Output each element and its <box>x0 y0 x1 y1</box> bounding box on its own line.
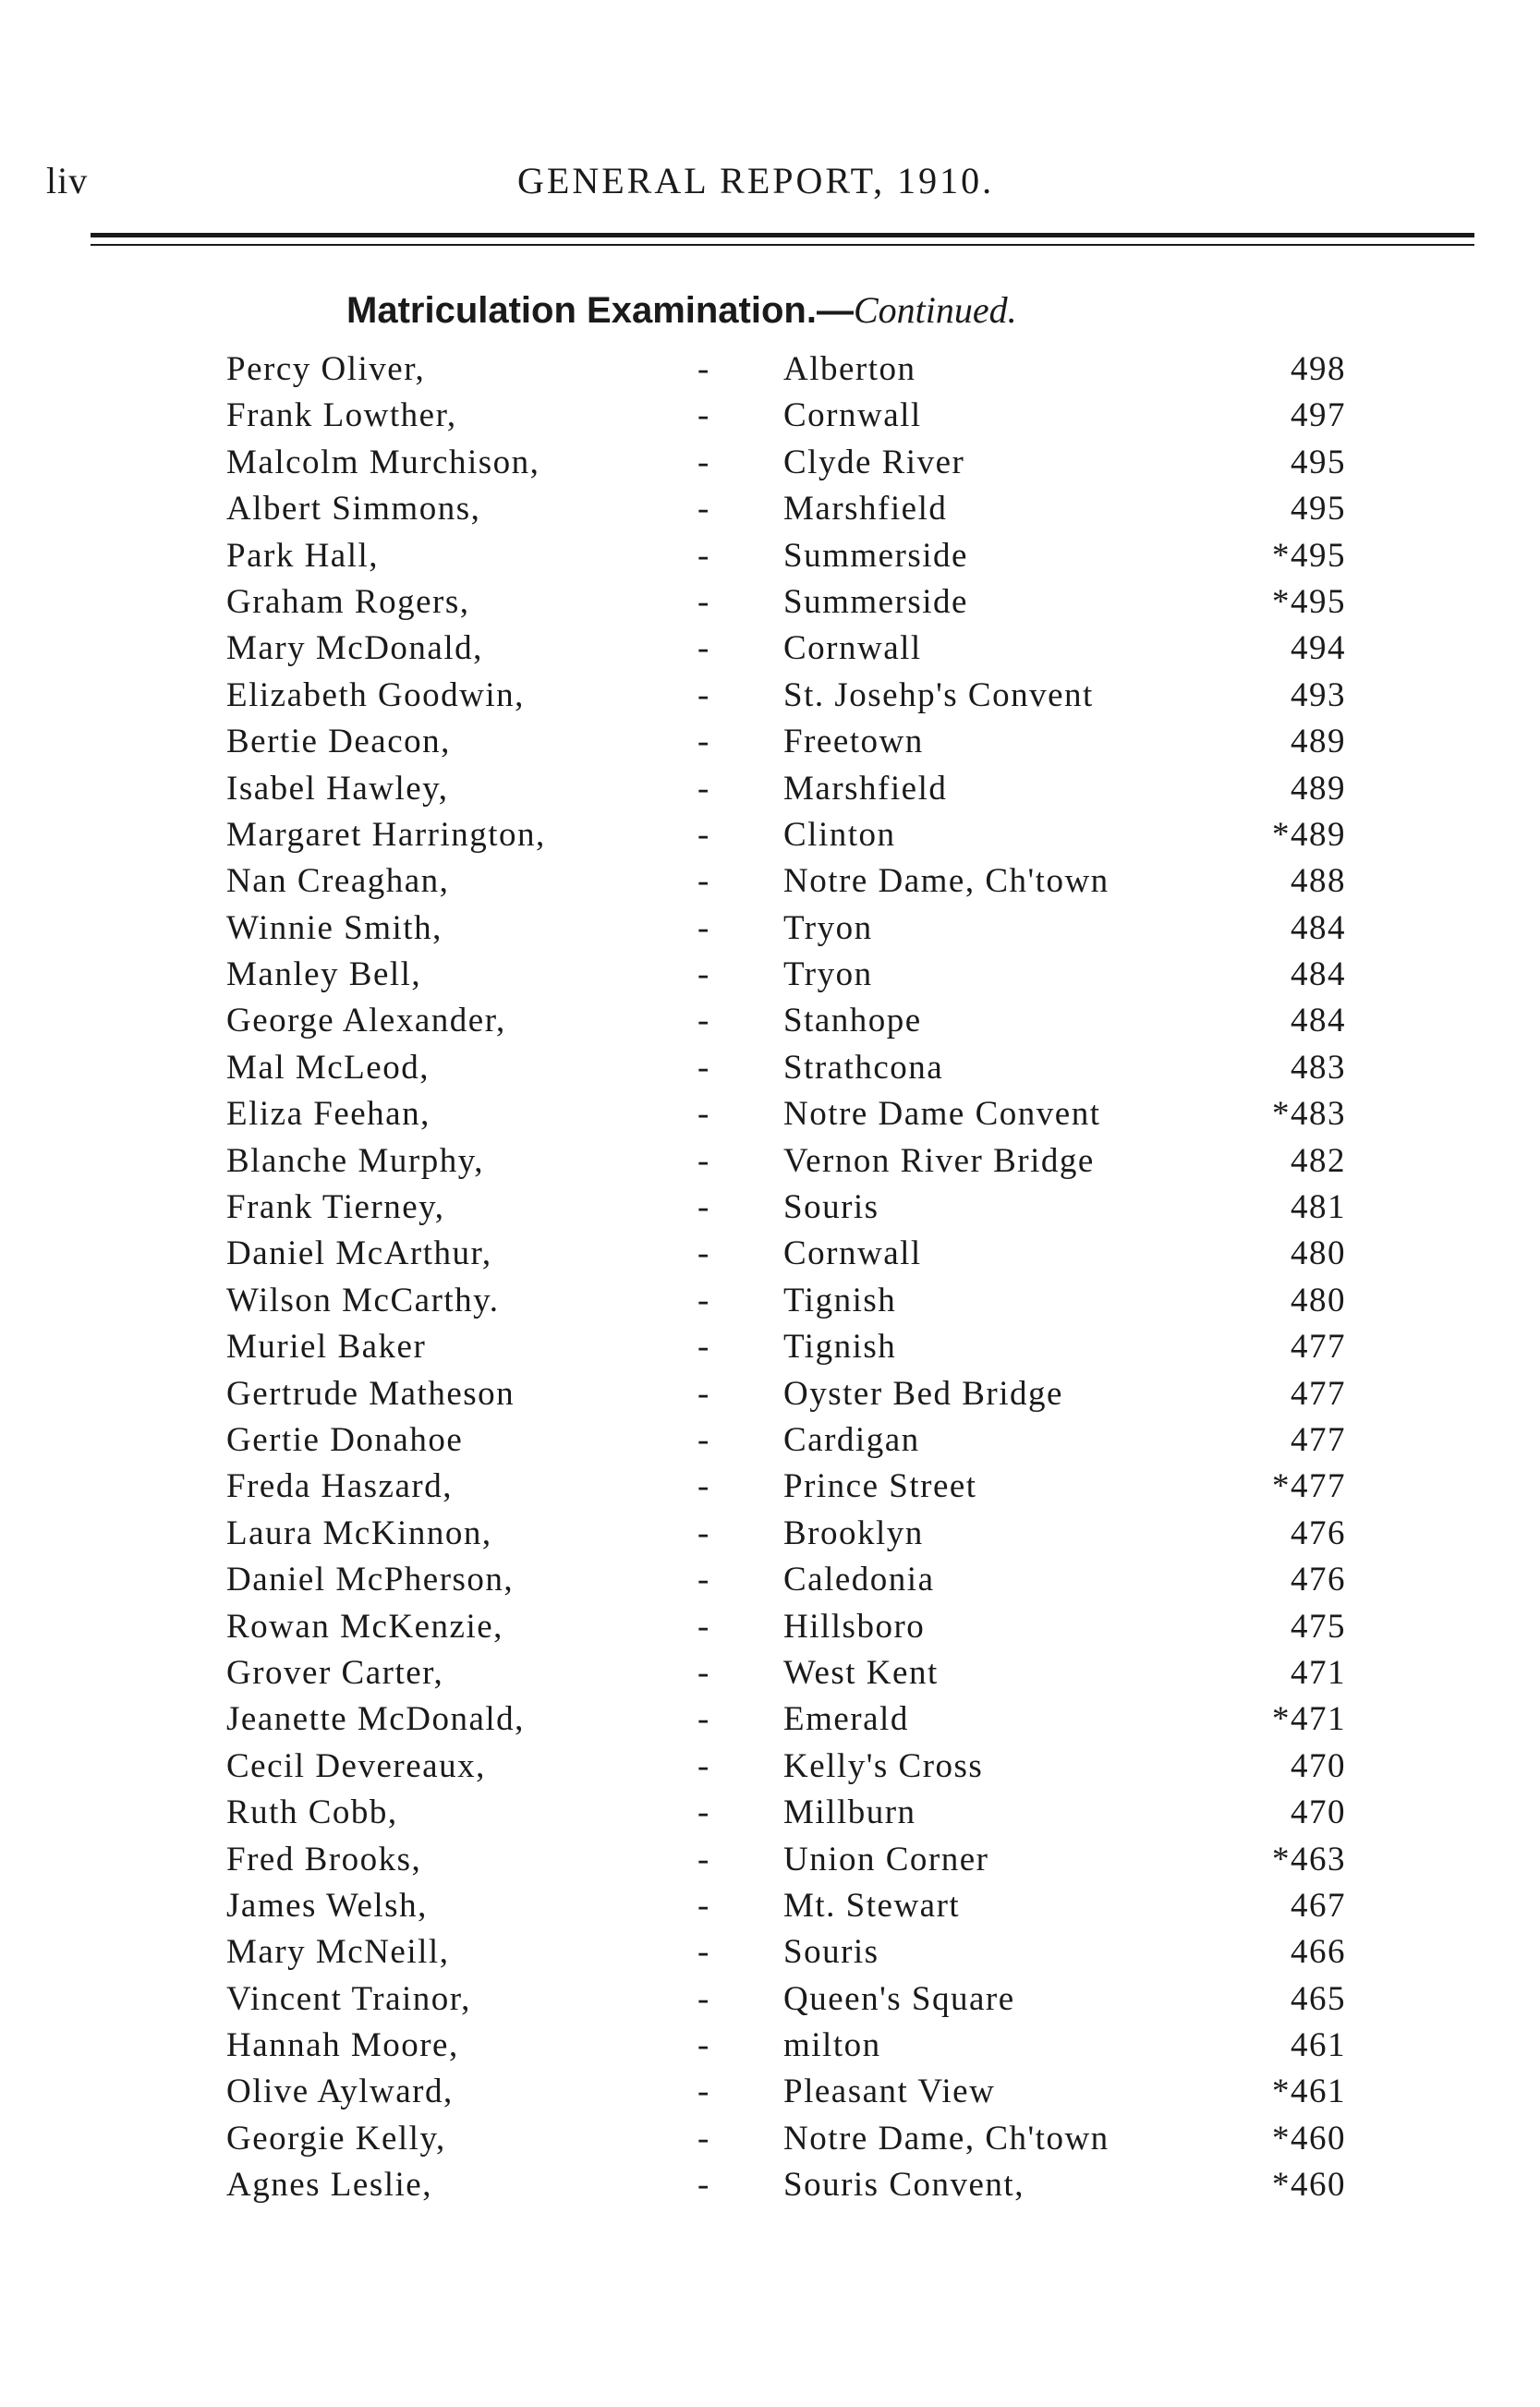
table-row <box>0 1976 1540 2023</box>
separator-dash: - <box>697 1234 710 1273</box>
table-row <box>0 1417 1540 1464</box>
table-row <box>0 1604 1540 1650</box>
candidate-name: Nan Creaghan, <box>226 862 450 901</box>
separator-dash: - <box>697 1281 710 1319</box>
score-value: *483 <box>1272 1095 1346 1134</box>
school-location: St. Josehp's Convent <box>783 675 1094 714</box>
candidate-name: Malcolm Murchison, <box>226 443 540 481</box>
section-title-text: Matriculation Examination.— <box>346 290 854 331</box>
school-location: Souris <box>783 1933 879 1972</box>
separator-dash: - <box>697 1095 710 1134</box>
candidate-name: Laura McKinnon, <box>226 1513 492 1552</box>
table-row <box>0 1185 1540 1231</box>
school-location: Tryon <box>783 908 873 947</box>
school-location: Caledonia <box>783 1561 935 1599</box>
table-row <box>0 1929 1540 1975</box>
table-row <box>0 1278 1540 1324</box>
separator-dash: - <box>697 1607 710 1646</box>
separator-dash: - <box>697 1840 710 1878</box>
separator-dash: - <box>697 443 710 481</box>
table-row <box>0 952 1540 998</box>
separator-dash: - <box>697 862 710 901</box>
score-value: 461 <box>1291 2026 1346 2065</box>
table-row <box>0 719 1540 765</box>
table-row <box>0 812 1540 858</box>
table-row <box>0 1045 1540 1091</box>
school-location: West Kent <box>783 1653 939 1692</box>
separator-dash: - <box>697 1513 710 1552</box>
score-value: 471 <box>1291 1653 1346 1692</box>
table-row <box>0 2023 1540 2069</box>
separator-dash: - <box>697 1933 710 1972</box>
candidate-name: Mal McLeod, <box>226 1048 430 1087</box>
score-value: 494 <box>1291 629 1346 668</box>
table-row <box>0 1324 1540 1370</box>
separator-dash: - <box>697 536 710 575</box>
score-value: 498 <box>1291 350 1346 388</box>
candidate-name: Winnie Smith, <box>226 908 443 947</box>
separator-dash: - <box>697 1002 710 1040</box>
school-location: Cornwall <box>783 396 922 435</box>
score-value: 489 <box>1291 723 1346 761</box>
table-row <box>0 998 1540 1044</box>
table-row <box>0 1650 1540 1696</box>
table-row <box>0 1231 1540 1277</box>
score-value: *460 <box>1272 2119 1346 2158</box>
score-value: *463 <box>1272 1840 1346 1878</box>
separator-dash: - <box>697 908 710 947</box>
table-row <box>0 2069 1540 2115</box>
table-row <box>0 346 1540 393</box>
candidate-name: Margaret Harrington, <box>226 815 546 854</box>
school-location: Freetown <box>783 723 924 761</box>
separator-dash: - <box>697 490 710 529</box>
score-value: 466 <box>1291 1933 1346 1972</box>
separator-dash: - <box>697 396 710 435</box>
candidate-name: Vincent Trainor, <box>226 1979 471 2018</box>
score-value: 480 <box>1291 1234 1346 1273</box>
score-value: *489 <box>1272 815 1346 854</box>
candidate-name: Daniel McPherson, <box>226 1561 515 1599</box>
school-location: Cardigan <box>783 1420 920 1459</box>
score-value: 484 <box>1291 908 1346 947</box>
score-value: 484 <box>1291 1002 1346 1040</box>
separator-dash: - <box>697 1561 710 1599</box>
score-value: *471 <box>1272 1700 1346 1739</box>
candidate-name: Mary McNeill, <box>226 1933 450 1972</box>
score-value: *495 <box>1272 582 1346 621</box>
school-location: Tignish <box>783 1328 897 1367</box>
separator-dash: - <box>697 1328 710 1367</box>
candidate-name: Elizabeth Goodwin, <box>226 675 525 714</box>
candidate-name: Wilson McCarthy. <box>226 1281 500 1319</box>
candidate-name: Daniel McArthur, <box>226 1234 492 1273</box>
score-value: *461 <box>1272 2073 1346 2111</box>
table-row <box>0 1557 1540 1603</box>
candidate-name: Frank Tierney, <box>226 1188 445 1227</box>
school-location: Notre Dame Convent <box>783 1095 1101 1134</box>
candidate-name: Rowan McKenzie, <box>226 1607 503 1646</box>
page-number: liv <box>46 160 89 201</box>
score-value: 477 <box>1291 1328 1346 1367</box>
table-row <box>0 673 1540 719</box>
results-table <box>0 346 1540 2209</box>
candidate-name: Fred Brooks, <box>226 1840 422 1878</box>
table-row <box>0 579 1540 626</box>
table-row <box>0 906 1540 952</box>
table-row <box>0 858 1540 905</box>
separator-dash: - <box>697 1467 710 1506</box>
separator-dash: - <box>697 1700 710 1739</box>
score-value: 495 <box>1291 443 1346 481</box>
candidate-name: Muriel Baker <box>226 1328 427 1367</box>
school-location: Alberton <box>783 350 916 388</box>
school-location: Clinton <box>783 815 896 854</box>
school-location: Souris Convent, <box>783 2166 1025 2205</box>
table-row <box>0 1371 1540 1417</box>
table-row <box>0 2162 1540 2208</box>
school-location: Summerside <box>783 536 968 575</box>
table-row <box>0 1837 1540 1883</box>
separator-dash: - <box>697 1746 710 1785</box>
separator-dash: - <box>697 2073 710 2111</box>
score-value: 493 <box>1291 675 1346 714</box>
school-location: milton <box>783 2026 881 2065</box>
separator-dash: - <box>697 1374 710 1413</box>
candidate-name: Percy Oliver, <box>226 350 426 388</box>
school-location: Cornwall <box>783 1234 922 1273</box>
school-location: Oyster Bed Bridge <box>783 1374 1063 1413</box>
table-row <box>0 1511 1540 1557</box>
candidate-name: Olive Aylward, <box>226 2073 454 2111</box>
running-title: GENERAL REPORT, 1910. <box>517 160 995 201</box>
candidate-name: Bertie Deacon, <box>226 723 451 761</box>
table-row <box>0 486 1540 532</box>
score-value: 470 <box>1291 1746 1346 1785</box>
separator-dash: - <box>697 2119 710 2158</box>
school-location: Notre Dame, Ch'town <box>783 862 1110 901</box>
separator-dash: - <box>697 675 710 714</box>
separator-dash: - <box>697 582 710 621</box>
score-value: 465 <box>1291 1979 1346 2018</box>
score-value: 470 <box>1291 1793 1346 1832</box>
table-row <box>0 2116 1540 2162</box>
school-location: Tryon <box>783 955 873 994</box>
score-value: *460 <box>1272 2166 1346 2205</box>
header-rule-thick <box>91 233 1474 237</box>
header-rule-thin <box>91 244 1474 246</box>
score-value: *495 <box>1272 536 1346 575</box>
separator-dash: - <box>697 2166 710 2205</box>
candidate-name: Ruth Cobb, <box>226 1793 398 1832</box>
candidate-name: Hannah Moore, <box>226 2026 459 2065</box>
candidate-name: Frank Lowther, <box>226 396 457 435</box>
score-value: 476 <box>1291 1561 1346 1599</box>
separator-dash: - <box>697 1188 710 1227</box>
score-value: 488 <box>1291 862 1346 901</box>
score-value: 477 <box>1291 1420 1346 1459</box>
school-location: Mt. Stewart <box>783 1886 961 1925</box>
candidate-name: Albert Simmons, <box>226 490 481 529</box>
school-location: Souris <box>783 1188 879 1227</box>
candidate-name: Gertrude Matheson <box>226 1374 515 1413</box>
score-value: 495 <box>1291 490 1346 529</box>
candidate-name: James Welsh, <box>226 1886 428 1925</box>
candidate-name: Grover Carter, <box>226 1653 444 1692</box>
school-location: Stanhope <box>783 1002 922 1040</box>
school-location: Strathcona <box>783 1048 944 1087</box>
table-row <box>0 766 1540 812</box>
school-location: Queen's Square <box>783 1979 1015 2018</box>
separator-dash: - <box>697 2026 710 2065</box>
separator-dash: - <box>697 350 710 388</box>
score-value: 489 <box>1291 769 1346 808</box>
candidate-name: Mary McDonald, <box>226 629 483 668</box>
separator-dash: - <box>697 1141 710 1180</box>
separator-dash: - <box>697 1420 710 1459</box>
score-value: 477 <box>1291 1374 1346 1413</box>
score-value: 481 <box>1291 1188 1346 1227</box>
candidate-name: Freda Haszard, <box>226 1467 453 1506</box>
school-location: Marshfield <box>783 769 948 808</box>
school-location: Hillsboro <box>783 1607 926 1646</box>
score-value: 467 <box>1291 1886 1346 1925</box>
table-row <box>0 1091 1540 1137</box>
candidate-name: Eliza Feehan, <box>226 1095 430 1134</box>
candidate-name: Manley Bell, <box>226 955 422 994</box>
separator-dash: - <box>697 1979 710 2018</box>
school-location: Brooklyn <box>783 1513 924 1552</box>
school-location: Clyde River <box>783 443 965 481</box>
table-row <box>0 1790 1540 1836</box>
score-value: 484 <box>1291 955 1346 994</box>
separator-dash: - <box>697 1886 710 1925</box>
school-location: Notre Dame, Ch'town <box>783 2119 1110 2158</box>
school-location: Millburn <box>783 1793 916 1832</box>
candidate-name: Gertie Donahoe <box>226 1420 464 1459</box>
school-location: Prince Street <box>783 1467 977 1506</box>
table-row <box>0 1696 1540 1743</box>
score-value: 476 <box>1291 1513 1346 1552</box>
candidate-name: Agnes Leslie, <box>226 2166 432 2205</box>
school-location: Vernon River Bridge <box>783 1141 1095 1180</box>
score-value: 475 <box>1291 1607 1346 1646</box>
school-location: Cornwall <box>783 629 922 668</box>
table-row <box>0 393 1540 439</box>
separator-dash: - <box>697 1793 710 1832</box>
separator-dash: - <box>697 1653 710 1692</box>
separator-dash: - <box>697 1048 710 1087</box>
candidate-name: Georgie Kelly, <box>226 2119 446 2158</box>
section-title <box>346 288 1017 332</box>
score-value: 482 <box>1291 1141 1346 1180</box>
table-row <box>0 626 1540 672</box>
section-continued-label: Continued. <box>853 289 1017 331</box>
school-location: Marshfield <box>783 490 948 529</box>
table-row <box>0 1138 1540 1185</box>
school-location: Kelly's Cross <box>783 1746 984 1785</box>
school-location: Pleasant View <box>783 2073 996 2111</box>
separator-dash: - <box>697 815 710 854</box>
separator-dash: - <box>697 955 710 994</box>
score-value: *477 <box>1272 1467 1346 1506</box>
candidate-name: Park Hall, <box>226 536 380 575</box>
candidate-name: Isabel Hawley, <box>226 769 449 808</box>
score-value: 483 <box>1291 1048 1346 1087</box>
candidate-name: George Alexander, <box>226 1002 506 1040</box>
candidate-name: Cecil Devereaux, <box>226 1746 486 1785</box>
score-value: 480 <box>1291 1281 1346 1319</box>
school-location: Union Corner <box>783 1840 989 1878</box>
table-row <box>0 440 1540 486</box>
candidate-name: Graham Rogers, <box>226 582 470 621</box>
separator-dash: - <box>697 629 710 668</box>
school-location: Tignish <box>783 1281 897 1319</box>
table-row <box>0 1464 1540 1510</box>
score-value: 497 <box>1291 396 1346 435</box>
table-row <box>0 1883 1540 1929</box>
school-location: Emerald <box>783 1700 909 1739</box>
separator-dash: - <box>697 769 710 808</box>
candidate-name: Jeanette McDonald, <box>226 1700 525 1739</box>
table-row <box>0 1744 1540 1790</box>
table-row <box>0 533 1540 579</box>
school-location: Summerside <box>783 582 968 621</box>
separator-dash: - <box>697 723 710 761</box>
candidate-name: Blanche Murphy, <box>226 1141 485 1180</box>
